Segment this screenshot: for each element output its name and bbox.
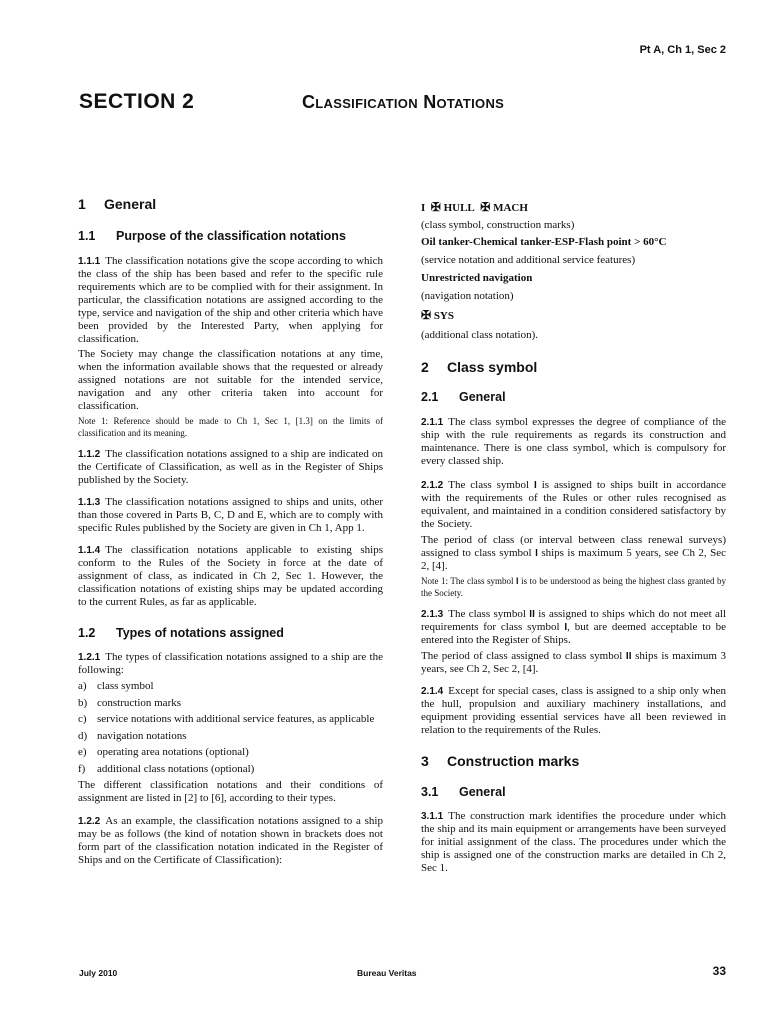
paragraph-text: The classification notations assigned to a ship are indicated on the Certificate of Classification, as well as in the Register of Ships published by the Society. — [78, 448, 383, 486]
paragraph-text: The classification notations give the scope according to which the class of the ship has been based and refer to the specific rule requirements which are to be complied with for their assignment. In particular, the classification notations are assigned according to the type, service and navigation of the ship and other criteria which have been provided by the Interested Party, when applying for classification. — [78, 255, 383, 345]
mach-mark: MACH — [493, 202, 528, 214]
paragraph-1-1-1 — [78, 255, 383, 346]
paragraph-number: 2.1.4 — [421, 686, 444, 697]
paragraph-1-1-1-continued: The Society may change the classification notations at any time, when the information available shows that the requested or already assigned notations are not suitable for the intended service, navigation and any other criteria taken into account for classification. — [78, 348, 383, 412]
paragraph-2-1-4 — [421, 685, 726, 737]
paragraph-text: The construction mark identifies the procedure under which the ship and its main equipment or arrangements have been surveyed for initial assignment of the class. The procedures under which the ship is assigned one of the construction marks are detailed in Ch 2, Sec 1. — [421, 810, 726, 874]
paragraph-text: Except for special cases, class is assigned to a ship only when the hull, propulsion and auxiliary machinery installations, and equipment providing essential services have all been reviewed in relation to the requirements of the Rules. — [421, 685, 726, 736]
class-symbol: I — [564, 622, 568, 633]
paragraph-text: As an example, the classification notations assigned to a ship may be as follows (the kind of notation shown in brackets does not form part of the classification notation indicated in the Register of Ships and on the Certificate of Classification): — [78, 815, 383, 866]
paragraph-1-1-3 — [78, 496, 383, 535]
list-item: b) construction marks — [78, 696, 182, 709]
paragraph-text: The class symbol expresses the degree of compliance of the ship with the rule requirements as regards its construction and maintenance. There is one class symbol, which is compulsory for every classed ship. — [421, 416, 726, 467]
class-symbol: I — [516, 576, 519, 586]
maltese-cross-icon: ✠ — [430, 200, 441, 214]
heading-title: General — [104, 196, 157, 212]
notation-types-list — [78, 680, 383, 776]
heading-title: Types of notations assigned — [116, 626, 284, 640]
heading-number: 1 — [78, 196, 86, 212]
heading-1-general — [78, 196, 156, 212]
paragraph-number: 3.1.1 — [421, 811, 444, 822]
list-item: d) navigation notations — [78, 729, 187, 742]
paragraph-text: The classification notations assigned to ships and units, other than those covered in Parts B, C, D and E, which are to comply with specific Rules published by the Society are given in Ch 1, App 1. — [78, 496, 383, 534]
example-caption: (service notation and additional service features) — [421, 254, 636, 266]
paragraph-2-1-2-continued: The period of class (or interval between class renewal surveys) assigned to class symbol I ships is maximum 5 years, see Ch 2, Sec 2, [4]. — [421, 534, 727, 572]
class-symbol: II — [625, 651, 632, 662]
footer-publisher: Bureau Veritas — [357, 968, 417, 978]
heading-1-2 — [78, 626, 383, 640]
maltese-cross-icon: ✠ — [480, 200, 491, 214]
note-1-1-1: Note 1: Reference should be made to Ch 1, Sec 1, [1.3] on the limits of classification and its meaning. — [78, 416, 383, 438]
example-additional-notation — [421, 309, 726, 323]
paragraph-number: 1.1.3 — [78, 497, 101, 508]
section-number: SECTION 2 — [79, 90, 195, 113]
paragraph-number: 1.2.1 — [78, 652, 101, 663]
example-caption: (class symbol, construction marks) — [421, 219, 575, 231]
class-symbol: I — [533, 480, 537, 491]
running-head: Pt A, Ch 1, Sec 2 — [639, 44, 726, 56]
heading-number: 3 — [421, 753, 429, 769]
paragraph-number: 1.1.2 — [78, 449, 101, 460]
paragraph-number: 2.1.1 — [421, 417, 444, 428]
heading-number: 1.1 — [78, 229, 96, 243]
heading-2-1 — [421, 390, 726, 404]
paragraph-number: 2.1.3 — [421, 609, 444, 620]
footer-date: July 2010 — [79, 968, 118, 978]
heading-3-1 — [421, 785, 726, 799]
heading-1-1 — [78, 229, 346, 243]
paragraph-number: 1.2.2 — [78, 816, 101, 827]
example-caption: (navigation notation) — [421, 290, 514, 302]
paragraph-1-2-1-continued: The different classification notations and their conditions of assignment are listed in [2] to [6], according to their types. — [78, 779, 383, 804]
heading-number: 2.1 — [421, 390, 439, 404]
paragraph-1-1-4 — [78, 544, 383, 609]
paragraph-2-1-3-continued: The period of class assigned to class symbol II ships is maximum 3 years, see Ch 2, Sec 2, [4]. — [421, 650, 727, 675]
heading-number: 2 — [421, 359, 429, 375]
list-item: c) service notations with additional service features, as applicable — [78, 713, 375, 725]
heading-number: 3.1 — [421, 785, 439, 799]
paragraph-2-1-1 — [421, 416, 726, 468]
maltese-cross-icon: ✠ — [421, 308, 432, 322]
list-item: f) additional class notations (optional) — [78, 762, 255, 775]
paragraph-2-1-2: 2.1.2 The class symbol I is assigned to ships built in accordance with the requirements of the Rules or other rules recognised as equivalent, and maintained in a condition considered satisfactory by the Society. — [421, 479, 726, 530]
example-navigation-notation: Unrestricted navigation — [421, 272, 533, 284]
paragraph-number: 1.1.1 — [78, 256, 101, 267]
paragraph-text: The types of classification notations assigned to a ship are the following: — [78, 651, 383, 676]
heading-number: 1.2 — [78, 626, 96, 640]
heading-title: Purpose of the classification notations — [116, 229, 346, 243]
list-item: a) class symbol — [78, 680, 154, 692]
example-class-symbol-line — [421, 201, 726, 215]
sys-mark: SYS — [433, 310, 454, 322]
heading-title: Construction marks — [447, 753, 580, 769]
example-service-notation: Oil tanker-Chemical tanker-ESP-Flash point > 60°C — [421, 236, 667, 248]
paragraph-number: 2.1.2 — [421, 480, 444, 491]
paragraph-1-1-2 — [78, 448, 383, 487]
paragraph-3-1-1 — [421, 810, 726, 875]
paragraph-number: 1.1.4 — [78, 545, 101, 556]
example-caption: (additional class notation). — [421, 329, 538, 341]
hull-mark: HULL — [443, 202, 475, 214]
section-title: Classification Notations — [302, 92, 505, 112]
paragraph-text: The classification notations applicable to existing ships conform to the Rules of the Society in force at the date of assignment of class, as indicated in Ch 2, Sec 1. However, the classification notations of existing ships may be updated according to the current Rules, as far as applicable. — [78, 544, 383, 608]
heading-2-class-symbol — [421, 359, 726, 375]
heading-3-construction-marks — [421, 753, 726, 769]
class-symbol: I — [421, 202, 426, 214]
heading-title: Class symbol — [447, 359, 538, 375]
list-item: e) operating area notations (optional) — [78, 746, 249, 758]
class-symbol: II — [529, 609, 535, 620]
note-2-1-2: Note 1: The class symbol I is to be understood as being the highest class granted by the Society. — [421, 576, 726, 598]
paragraph-1-2-1 — [78, 651, 383, 677]
heading-title: General — [459, 785, 506, 799]
paragraph-2-1-3: 2.1.3 The class symbol II is assigned to ships which do not meet all requirements for class symbol I, but are deemed acceptable to be entered into the Register of Ships. — [421, 608, 727, 646]
class-symbol: I — [535, 548, 538, 559]
paragraph-1-2-2 — [78, 815, 383, 867]
page-number: 33 — [712, 964, 726, 978]
heading-title: General — [459, 390, 506, 404]
